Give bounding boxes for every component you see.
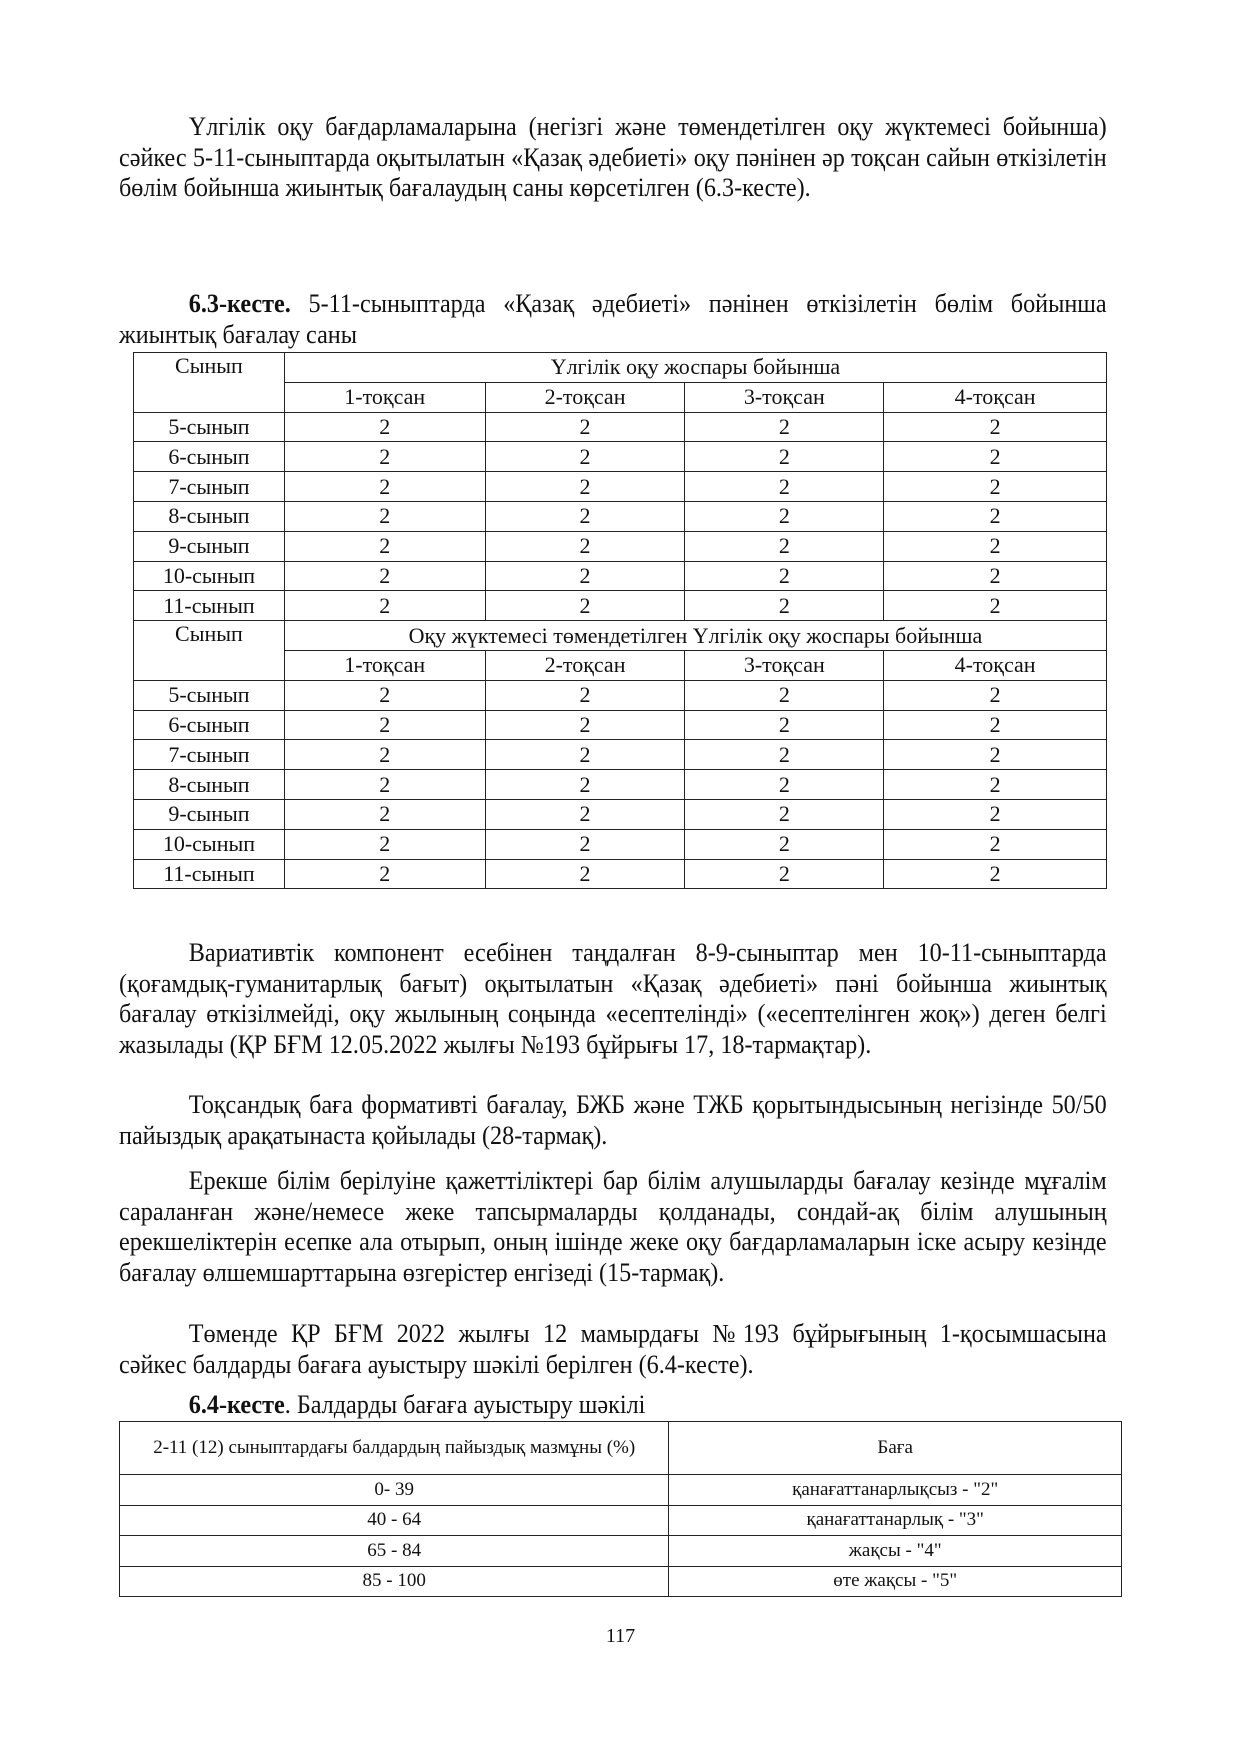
class-cell: 10-сынып: [134, 829, 285, 859]
value-cell: 2: [284, 591, 485, 621]
value-cell: 2: [685, 501, 884, 531]
value-cell: 2: [884, 799, 1107, 829]
table-row: [120, 1505, 1122, 1536]
table-row: [134, 442, 1107, 472]
value-cell: 2: [685, 829, 884, 859]
table-row: [134, 710, 1107, 740]
value-cell: 2: [284, 859, 485, 889]
value-cell: 2: [884, 710, 1107, 740]
class-cell: 8-сынып: [134, 770, 285, 800]
value-cell: 2: [685, 591, 884, 621]
table-row: [134, 591, 1107, 621]
value-cell: 2: [884, 859, 1107, 889]
class-cell: 9-сынып: [134, 531, 285, 561]
value-cell: 2: [485, 799, 685, 829]
range-cell: 85 - 100: [120, 1566, 669, 1597]
intro-paragraph: Үлгілік оқу бағдарламаларына (негізгі және төмендетілген оқу жүктемесі бойынша) сәйкес 5-11-сыныптарда оқытылатын «Қазақ әдебиеті» оқу пәнінен әр тоқсан сайын өткізілетін бөлім бойынша жиынтық бағалаудың саны көрсетілген (6.3-кесте).: [119, 112, 1107, 202]
value-cell: 2: [884, 591, 1107, 621]
value-cell: 2: [685, 472, 884, 502]
range-cell: 0- 39: [120, 1475, 669, 1506]
quarter-header: 1-тоқсан: [284, 650, 485, 680]
value-cell: 2: [685, 531, 884, 561]
class-header: Сынып: [134, 621, 285, 681]
value-cell: 2: [485, 561, 685, 591]
section-title: Үлгілік оқу жоспары бойынша: [284, 353, 1106, 383]
class-cell: 7-сынып: [134, 472, 285, 502]
class-cell: 6-сынып: [134, 710, 285, 740]
value-cell: 2: [485, 740, 685, 770]
class-cell: 11-сынып: [134, 591, 285, 621]
table-row: [134, 740, 1107, 770]
range-cell: 65 - 84: [120, 1536, 669, 1567]
class-cell: 8-сынып: [134, 501, 285, 531]
table-row: [134, 531, 1107, 561]
value-cell: 2: [284, 680, 485, 710]
table-6-4: [119, 1421, 1122, 1597]
class-header: Сынып: [134, 353, 285, 413]
table-6-3: [133, 352, 1107, 889]
class-cell: 5-сынып: [134, 680, 285, 710]
quarterly-paragraph: Тоқсандық баға формативті бағалау, БЖБ және ТЖБ қорытындысының негізінде 50/50 пайыздық арақатынаста қойылады (28-тармақ).: [119, 1090, 1107, 1150]
value-cell: 2: [485, 859, 685, 889]
page-number: 117: [605, 1625, 636, 1647]
table-6-3-caption: [119, 289, 1107, 350]
table-row: [134, 799, 1107, 829]
header-percent: 2-11 (12) сыныптардағы балдардың пайыздық мазмұны (%): [120, 1422, 669, 1475]
value-cell: 2: [485, 770, 685, 800]
value-cell: 2: [685, 412, 884, 442]
grade-cell: қанағаттанарлықсыз - "2": [669, 1475, 1122, 1506]
value-cell: 2: [284, 740, 485, 770]
table-row: [120, 1566, 1122, 1597]
table-6-3-caption-text: 5-11-сыныптарда «Қазақ әдебиеті» пәнінен өткізілетін бөлім бойынша жиынтық бағалау саны: [119, 289, 1107, 349]
value-cell: 2: [485, 501, 685, 531]
table-row: [134, 412, 1107, 442]
value-cell: 2: [685, 859, 884, 889]
quarter-header: 3-тоқсан: [685, 650, 884, 680]
value-cell: 2: [284, 412, 485, 442]
class-cell: 7-сынып: [134, 740, 285, 770]
value-cell: 2: [884, 501, 1107, 531]
section-header-row: [134, 353, 1107, 383]
below-paragraph: Төменде ҚР БҒМ 2022 жылғы 12 мамырдағы №193 бұйрығының 1-қосымшасына сәйкес балдарды бағаға ауыстыру шәкілі берілген (6.4-кесте).: [119, 1319, 1107, 1379]
class-cell: 9-сынып: [134, 799, 285, 829]
value-cell: 2: [685, 442, 884, 472]
table-row: [134, 472, 1107, 502]
value-cell: 2: [884, 829, 1107, 859]
table-row: [134, 829, 1107, 859]
value-cell: 2: [485, 472, 685, 502]
quarter-header: 1-тоқсан: [284, 382, 485, 412]
header-grade: Баға: [669, 1422, 1122, 1475]
class-cell: 10-сынып: [134, 561, 285, 591]
section-header-row: [134, 621, 1107, 651]
value-cell: 2: [685, 799, 884, 829]
value-cell: 2: [884, 740, 1107, 770]
table-6-4-caption-text: . Балдарды бағаға ауыстыру шәкілі: [284, 1390, 646, 1419]
table-row: [120, 1536, 1122, 1567]
table-row: [134, 501, 1107, 531]
value-cell: 2: [485, 591, 685, 621]
value-cell: 2: [284, 472, 485, 502]
table-6-4-header-row: [120, 1422, 1122, 1475]
quarter-header: 2-тоқсан: [485, 650, 685, 680]
table-row: [134, 561, 1107, 591]
quarter-header: 2-тоқсан: [485, 382, 685, 412]
grade-cell: жақсы - "4": [669, 1536, 1122, 1567]
value-cell: 2: [485, 531, 685, 561]
class-cell: 11-сынып: [134, 859, 285, 889]
table-row: [120, 1475, 1122, 1506]
grade-cell: қанағаттанарлық - "3": [669, 1505, 1122, 1536]
table-row: [134, 680, 1107, 710]
value-cell: 2: [284, 770, 485, 800]
value-cell: 2: [685, 561, 884, 591]
value-cell: 2: [685, 680, 884, 710]
value-cell: 2: [884, 561, 1107, 591]
value-cell: 2: [284, 829, 485, 859]
value-cell: 2: [485, 829, 685, 859]
value-cell: 2: [284, 531, 485, 561]
value-cell: 2: [284, 799, 485, 829]
value-cell: 2: [884, 531, 1107, 561]
special-needs-paragraph: Ерекше білім берілуіне қажеттіліктері бар білім алушыларды бағалау кезінде мұғалім сараланған және/немесе жеке тапсырмаларды қолданады, сондай-ақ білім алушының ерекшеліктерін есепке ала отырып, оның ішінде жеке оқу бағдарламаларын іске асыру кезінде бағалау өлшемшарттарына өзгерістер енгізеді (15-тармақ).: [119, 1166, 1107, 1287]
value-cell: 2: [284, 561, 485, 591]
quarter-header: 4-тоқсан: [884, 650, 1107, 680]
value-cell: 2: [884, 680, 1107, 710]
range-cell: 40 - 64: [120, 1505, 669, 1536]
class-cell: 5-сынып: [134, 412, 285, 442]
quarter-header: 4-тоқсан: [884, 382, 1107, 412]
value-cell: 2: [884, 442, 1107, 472]
class-cell: 6-сынып: [134, 442, 285, 472]
value-cell: 2: [485, 442, 685, 472]
section-title: Оқу жүктемесі төмендетілген Үлгілік оқу жоспары бойынша: [284, 621, 1106, 651]
value-cell: 2: [284, 501, 485, 531]
table-6-4-caption-label: 6.4-кесте: [188, 1390, 285, 1419]
value-cell: 2: [685, 710, 884, 740]
table-6-4-caption: [119, 1390, 1107, 1421]
value-cell: 2: [485, 710, 685, 740]
table-row: [134, 859, 1107, 889]
variative-paragraph: Вариативтік компонент есебінен таңдалған 8-9-сыныптар мен 10-11-сыныптарда (қоғамдық-гуманитарлық бағыт) оқытылатын «Қазақ әдебиеті» пәні бойынша жиынтық бағалау өткізілмейді, оқу жылының соңында «есептелінді» («есептелінген жоқ») деген белгі жазылады (ҚР БҒМ 12.05.2022 жылғы №193 бұйрығы 17, 18-тармақтар).: [119, 938, 1107, 1059]
value-cell: 2: [284, 710, 485, 740]
value-cell: 2: [685, 740, 884, 770]
value-cell: 2: [884, 472, 1107, 502]
table-6-3-caption-label: 6.3-кесте.: [188, 289, 291, 318]
value-cell: 2: [485, 412, 685, 442]
value-cell: 2: [884, 770, 1107, 800]
value-cell: 2: [485, 680, 685, 710]
value-cell: 2: [685, 770, 884, 800]
value-cell: 2: [284, 442, 485, 472]
table-row: [134, 770, 1107, 800]
value-cell: 2: [884, 412, 1107, 442]
quarter-header: 3-тоқсан: [685, 382, 884, 412]
grade-cell: өте жақсы - "5": [669, 1566, 1122, 1597]
